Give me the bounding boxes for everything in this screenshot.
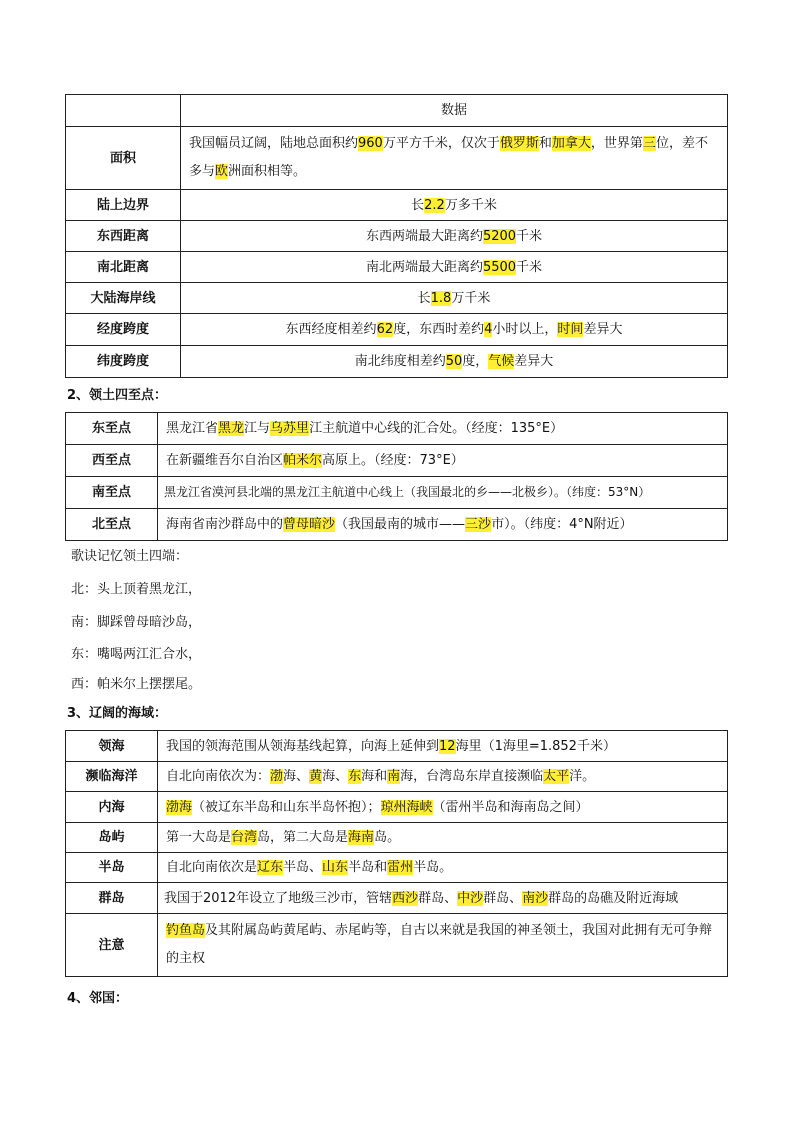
row-label-border: 陆上边界 bbox=[66, 190, 181, 221]
section-title-extremes: 2、领土四至点： bbox=[67, 388, 168, 403]
row-label-peninsula: 半岛 bbox=[66, 853, 158, 883]
row-value-note: 钓鱼岛及其附属岛屿黄尾屿、赤尾屿等，自古以来就是我国的神圣领土，我国对此拥有无可争辩的主权 bbox=[158, 914, 728, 977]
table-header-data: 数据 bbox=[181, 95, 728, 127]
row-value-coast: 长1.8万千米 bbox=[181, 283, 728, 314]
row-label-east: 东至点 bbox=[66, 413, 158, 445]
row-label-north: 北至点 bbox=[66, 509, 158, 541]
extreme-points-table bbox=[65, 412, 728, 541]
row-value-border: 长2.2万多千米 bbox=[181, 190, 728, 221]
row-value-south: 黑龙江省漠河县北端的黑龙江主航道中心线上（我国最北的乡——北极乡）。（纬度：53°N） bbox=[158, 477, 728, 509]
table-header-empty bbox=[66, 95, 181, 127]
row-value-area: 我国幅员辽阔，陆地总面积约960万平方千米，仅次于俄罗斯和加拿大，世界第三位，差不多与欧洲面积相等。 bbox=[181, 127, 728, 190]
row-label-west: 西至点 bbox=[66, 445, 158, 477]
row-label-archipelago: 群岛 bbox=[66, 883, 158, 914]
row-label-coast: 大陆海岸线 bbox=[66, 283, 181, 314]
rhyme-intro: 歌诀记忆领土四端： bbox=[71, 549, 189, 564]
row-value-east: 黑龙江省黑龙江与乌苏里江主航道中心线的汇合处。（经度：135°E） bbox=[158, 413, 728, 445]
territory-data-table bbox=[65, 94, 728, 378]
row-value-peninsula: 自北向南依次是辽东半岛、山东半岛和雷州半岛。 bbox=[158, 853, 728, 883]
sea-area-table bbox=[65, 730, 728, 977]
row-label-islands: 岛屿 bbox=[66, 823, 158, 853]
row-value-lat: 南北纬度相差约50度，气候差异大 bbox=[181, 346, 728, 378]
row-value-inland: 渤海（被辽东半岛和山东半岛怀抱）；琼州海峡（雷州半岛和海南岛之间） bbox=[158, 792, 728, 823]
row-value-ns: 南北两端最大距离约5500千米 bbox=[181, 252, 728, 283]
rhyme-line-north: 北：头上顶着黑龙江， bbox=[71, 582, 202, 597]
row-value-ew: 东西两端最大距离约5200千米 bbox=[181, 221, 728, 252]
row-value-islands: 第一大岛是台湾岛，第二大岛是海南岛。 bbox=[158, 823, 728, 853]
row-label-territorial: 领海 bbox=[66, 731, 158, 762]
row-value-archipelago: 我国于2012年设立了地级三沙市，管辖西沙群岛、中沙群岛、南沙群岛的岛礁及附近海域 bbox=[158, 883, 728, 914]
row-value-north: 海南省南沙群岛中的曾母暗沙（我国最南的城市——三沙市）。（纬度：4°N附近） bbox=[158, 509, 728, 541]
row-label-inland: 内海 bbox=[66, 792, 158, 823]
rhyme-line-east: 东：嘴喝两江汇合水， bbox=[71, 647, 202, 662]
row-label-ns: 南北距离 bbox=[66, 252, 181, 283]
row-value-west: 在新疆维吾尔自治区帕米尔高原上。（经度：73°E） bbox=[158, 445, 728, 477]
row-label-lon: 经度跨度 bbox=[66, 314, 181, 346]
section-title-neighbors: 4、邻国： bbox=[67, 991, 129, 1006]
row-value-territorial: 我国的领海范围从领海基线起算，向海上延伸到12海里（1海里=1.852千米） bbox=[158, 731, 728, 762]
section-title-sea: 3、辽阔的海域： bbox=[67, 706, 168, 721]
row-label-south: 南至点 bbox=[66, 477, 158, 509]
row-label-adjacent: 濒临海洋 bbox=[66, 762, 158, 792]
row-value-lon: 东西经度相差约62度，东西时差约4小时以上，时间差异大 bbox=[181, 314, 728, 346]
row-label-lat: 纬度跨度 bbox=[66, 346, 181, 378]
row-label-ew: 东西距离 bbox=[66, 221, 181, 252]
row-value-adjacent: 自北向南依次为：渤海、黄海、东海和南海，台湾岛东岸直接濒临太平洋。 bbox=[158, 762, 728, 792]
row-label-area: 面积 bbox=[66, 127, 181, 190]
row-label-note: 注意 bbox=[66, 914, 158, 977]
rhyme-line-south: 南：脚踩曾母暗沙岛， bbox=[71, 615, 202, 630]
rhyme-line-west: 西：帕米尔上摆摆尾。 bbox=[71, 677, 202, 692]
